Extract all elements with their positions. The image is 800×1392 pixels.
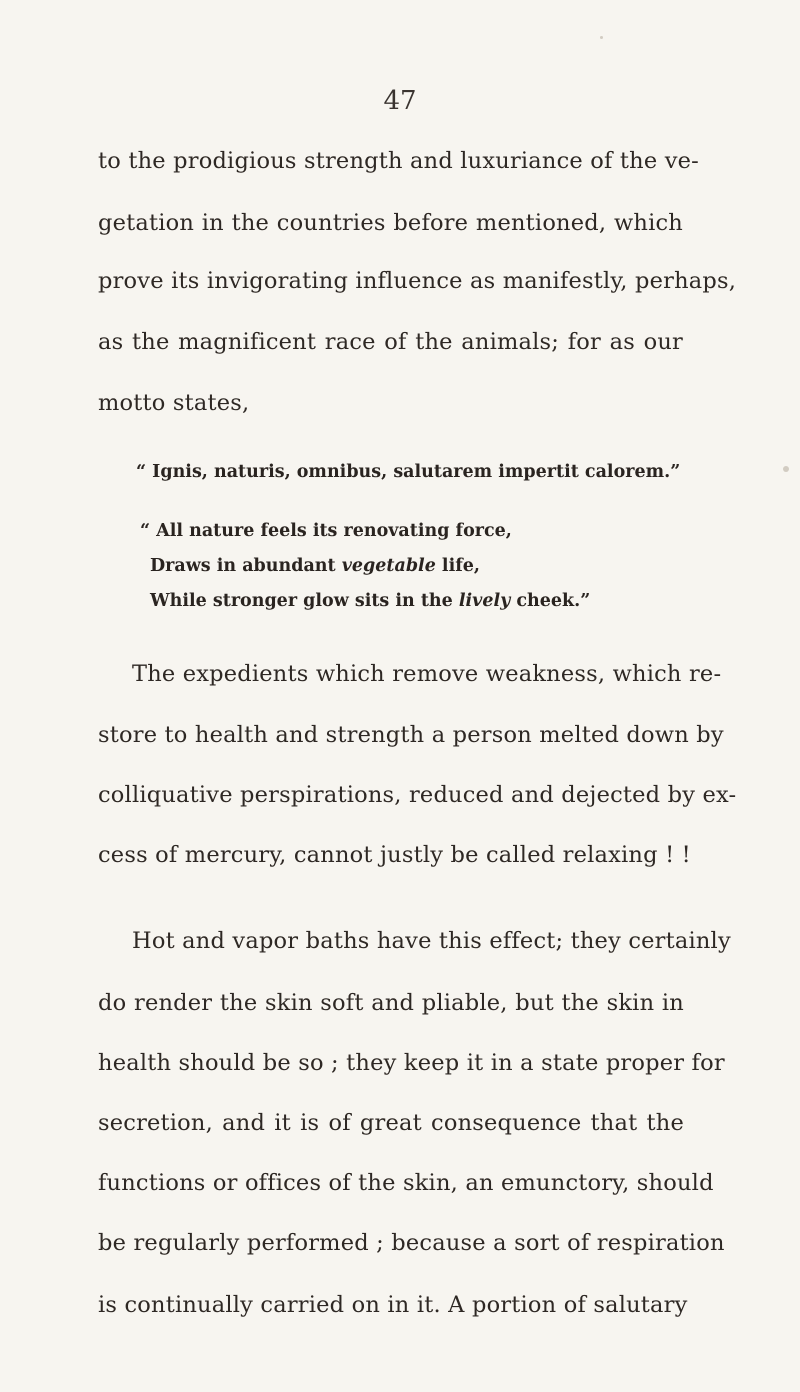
verse-emphasis: vegetable — [341, 556, 436, 576]
text-line: cess of mercury, cannot justly be called relaxing ! ! — [98, 842, 691, 868]
text-line: be regularly performed ; because a sort of respiration — [98, 1230, 725, 1256]
text-line: functions or offices of the skin, an emunctory, should — [98, 1170, 714, 1196]
verse-line-3 — [150, 591, 590, 611]
verse-line-1: “ All nature feels its renovating force, — [140, 521, 512, 541]
verse-emphasis: lively — [458, 591, 511, 611]
verse-text: While stronger glow sits in the — [150, 591, 459, 611]
text-line: as the magnificent race of the animals; for as our — [98, 329, 683, 355]
text-line: Hot and vapor baths have this effect; they certainly — [132, 928, 731, 954]
text-line: to the prodigious strength and luxuriance of the ve- — [98, 148, 699, 174]
text-line: getation in the countries before mentioned, which — [98, 210, 683, 236]
latin-motto: “ Ignis, naturis, omnibus, salutarem impertit calorem.” — [136, 462, 681, 482]
verse-line-2 — [150, 556, 480, 576]
text-line: is continually carried on in it. A portion of salutary — [98, 1292, 688, 1318]
verse-text: Draws in abundant — [150, 556, 342, 576]
text-line: prove its invigorating influence as manifestly, perhaps, — [98, 268, 737, 294]
text-line: secretion, and it is of great consequence that the — [98, 1110, 684, 1136]
text-line: colliquative perspirations, reduced and dejected by ex- — [98, 782, 737, 808]
paper-speck — [600, 36, 603, 39]
text-line: The expedients which remove weakness, which re- — [132, 661, 722, 687]
paper-speck — [783, 466, 789, 472]
text-line: do render the skin soft and pliable, but the skin in — [98, 990, 684, 1016]
text-line: health should be so ; they keep it in a state proper for — [98, 1050, 725, 1076]
verse-text: cheek.” — [510, 591, 591, 611]
verse-text: life, — [435, 556, 480, 576]
page-number: 47 — [383, 86, 417, 116]
text-line: motto states, — [98, 390, 250, 416]
text-line: store to health and strength a person melted down by — [98, 722, 724, 748]
